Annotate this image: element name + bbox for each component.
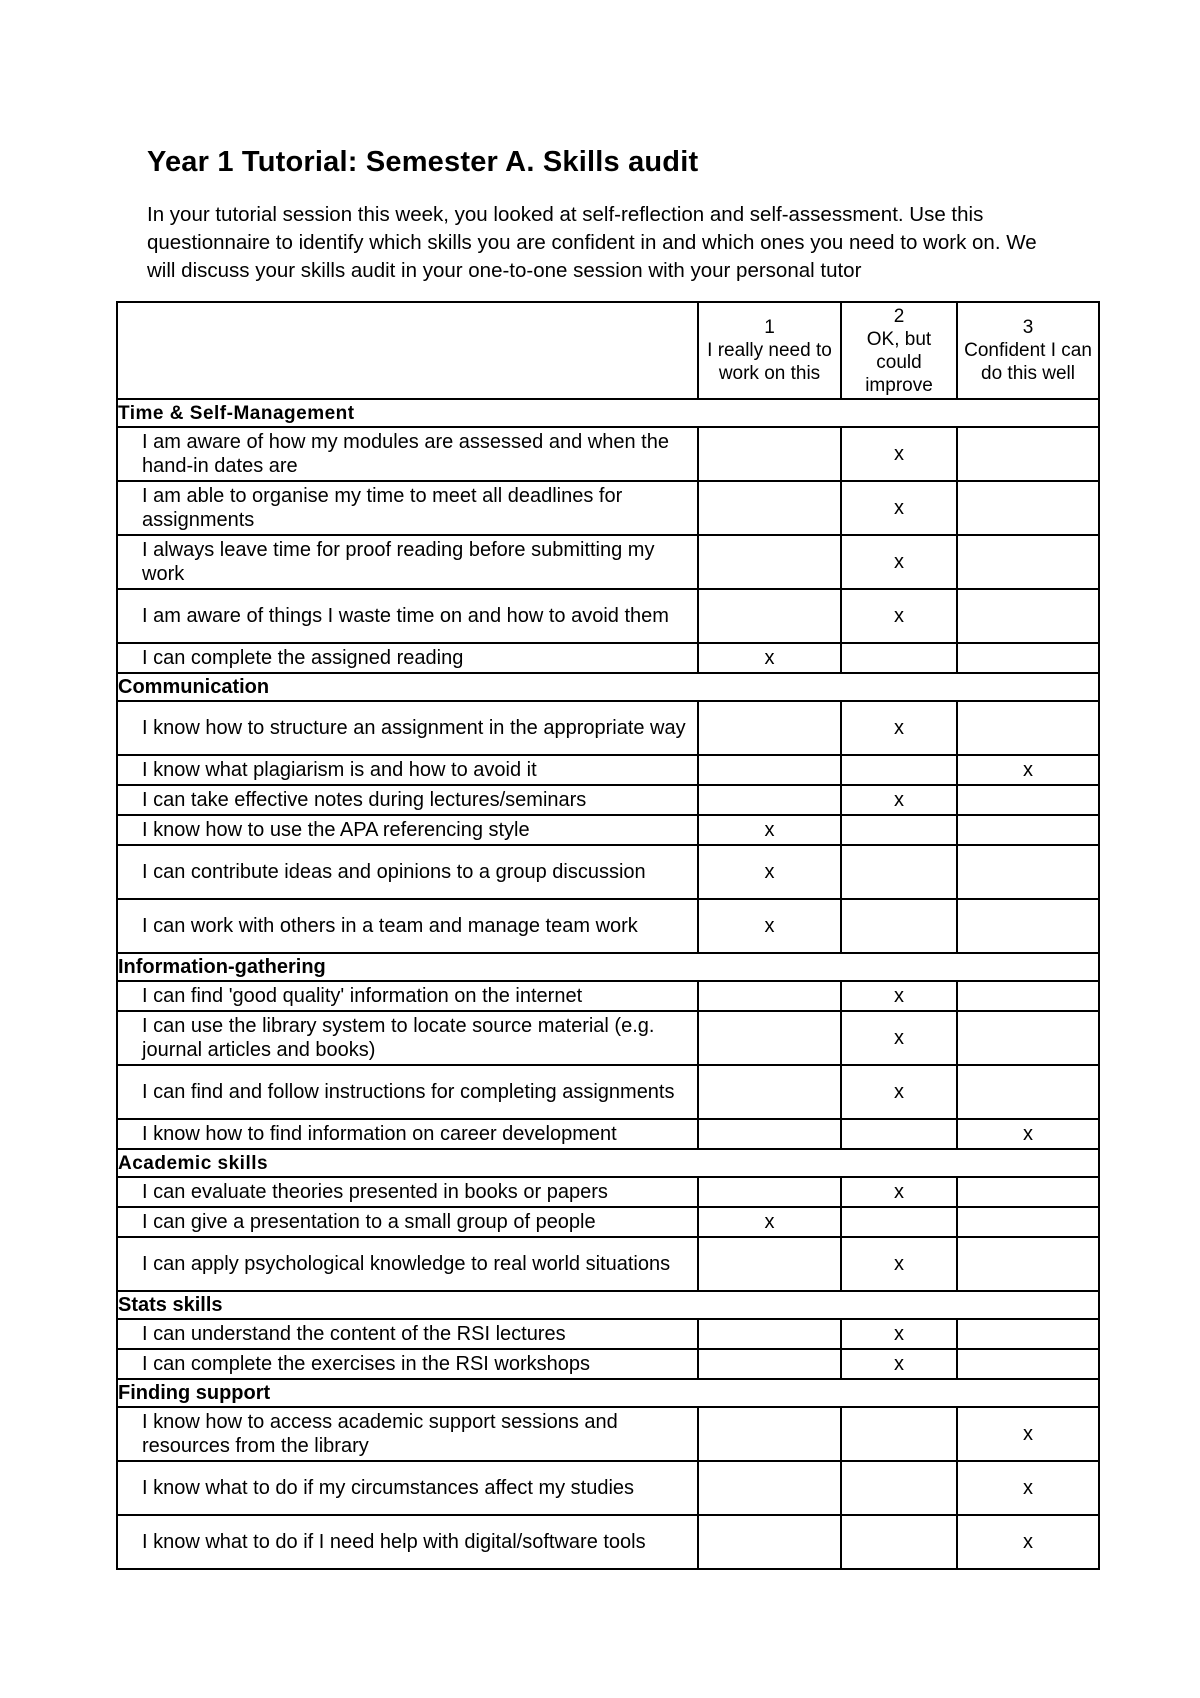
- column-label: OK, but could improve: [865, 328, 933, 396]
- rating-mark: x: [764, 819, 775, 841]
- rating-cell-3: [957, 1177, 1099, 1207]
- rating-cell-2: [841, 755, 957, 785]
- table-row: [117, 1319, 1099, 1349]
- skill-statement: I know how to structure an assignment in the appropriate way: [117, 701, 698, 755]
- rating-cell-1: [698, 1319, 841, 1349]
- rating-cell-2: [841, 1065, 957, 1119]
- column-header-3: [957, 302, 1099, 399]
- rating-cell-3: [957, 535, 1099, 589]
- rating-cell-2: [841, 1119, 957, 1149]
- page-title: Year 1 Tutorial: Semester A. Skills audit: [147, 146, 699, 178]
- rating-mark: x: [894, 1181, 904, 1203]
- column-header-2: [841, 302, 957, 399]
- table-row: [117, 899, 1099, 953]
- rating-mark: x: [1023, 759, 1033, 781]
- table-row: [117, 1011, 1099, 1065]
- rating-cell-3: [957, 1207, 1099, 1237]
- section-title: Information-gathering: [117, 953, 1099, 981]
- skill-statement: I know how to find information on career development: [117, 1119, 698, 1149]
- rating-cell-1: [698, 1515, 841, 1569]
- skill-statement: I can evaluate theories presented in books or papers: [117, 1177, 698, 1207]
- skill-statement: I can understand the content of the RSI lectures: [117, 1319, 698, 1349]
- rating-cell-2: [841, 1011, 957, 1065]
- rating-cell-2: [841, 589, 957, 643]
- rating-cell-2: [841, 481, 957, 535]
- section-header-row: [117, 673, 1099, 701]
- skills-audit-table: [116, 301, 1100, 1570]
- rating-cell-3: [957, 1461, 1099, 1515]
- rating-cell-3: [957, 755, 1099, 785]
- rating-cell-2: [841, 1349, 957, 1379]
- rating-cell-3: [957, 589, 1099, 643]
- skill-statement: I know how to access academic support sessions and resources from the library: [117, 1407, 698, 1461]
- table-row: [117, 535, 1099, 589]
- rating-mark: x: [1023, 1123, 1033, 1145]
- column-number: 1: [764, 317, 775, 338]
- column-number: 2: [893, 305, 905, 327]
- rating-cell-2: [841, 701, 957, 755]
- table-row: [117, 981, 1099, 1011]
- rating-mark: x: [894, 789, 904, 811]
- rating-cell-1: [698, 1065, 841, 1119]
- table-row: [117, 1237, 1099, 1291]
- rating-cell-1: [698, 981, 841, 1011]
- rating-mark: x: [894, 1353, 904, 1375]
- table-row: [117, 1119, 1099, 1149]
- section-title: Time & Self-Management: [117, 399, 1099, 427]
- rating-cell-1: [698, 481, 841, 535]
- section-header-row: [117, 399, 1099, 427]
- section-title: Communication: [117, 673, 1099, 701]
- skill-statement: I know what to do if I need help with digital/software tools: [117, 1515, 698, 1569]
- table-row: [117, 755, 1099, 785]
- skill-statement: I always leave time for proof reading before submitting my work: [117, 535, 698, 589]
- skill-statement: I can find 'good quality' information on the internet: [117, 981, 698, 1011]
- rating-mark: x: [894, 1323, 904, 1345]
- rating-cell-2: [841, 643, 957, 673]
- rating-cell-3: [957, 1237, 1099, 1291]
- rating-cell-2: [841, 427, 957, 481]
- skill-statement: I can use the library system to locate source material (e.g. journal articles and books): [117, 1011, 698, 1065]
- rating-cell-1: [698, 1461, 841, 1515]
- skill-statement: I can take effective notes during lectures/seminars: [117, 785, 698, 815]
- skill-statement: I am able to organise my time to meet all deadlines for assignments: [117, 481, 698, 535]
- rating-cell-1: [698, 535, 841, 589]
- rating-cell-3: [957, 815, 1099, 845]
- rating-cell-3: [957, 1065, 1099, 1119]
- table-row: [117, 815, 1099, 845]
- table-row: [117, 785, 1099, 815]
- rating-mark: x: [894, 605, 904, 627]
- section-header-row: [117, 1379, 1099, 1407]
- rating-cell-3: [957, 701, 1099, 755]
- rating-mark: x: [1023, 1531, 1033, 1553]
- table-row: [117, 1461, 1099, 1515]
- rating-mark: x: [1023, 1423, 1033, 1445]
- rating-cell-3: [957, 1349, 1099, 1379]
- table-row: [117, 1065, 1099, 1119]
- rating-cell-1: [698, 1407, 841, 1461]
- rating-cell-2: [841, 981, 957, 1011]
- rating-mark: x: [894, 1253, 904, 1275]
- rating-mark: x: [764, 1211, 775, 1233]
- skill-column-header: [117, 302, 698, 399]
- rating-cell-1: [698, 845, 841, 899]
- rating-cell-1: [698, 1119, 841, 1149]
- rating-cell-2: [841, 1515, 957, 1569]
- rating-cell-1: [698, 1349, 841, 1379]
- table-row: [117, 845, 1099, 899]
- table-row: [117, 1177, 1099, 1207]
- column-header-1: [698, 302, 841, 399]
- rating-cell-2: [841, 899, 957, 953]
- rating-cell-2: [841, 535, 957, 589]
- skill-statement: I can find and follow instructions for completing assignments: [117, 1065, 698, 1119]
- rating-cell-3: [957, 899, 1099, 953]
- rating-mark: x: [894, 985, 904, 1007]
- rating-cell-1: [698, 427, 841, 481]
- rating-cell-3: [957, 981, 1099, 1011]
- rating-mark: x: [894, 497, 904, 519]
- skill-statement: I can work with others in a team and manage team work: [117, 899, 698, 953]
- rating-cell-1: [698, 1011, 841, 1065]
- skill-statement: I can complete the exercises in the RSI workshops: [117, 1349, 698, 1379]
- rating-mark: x: [894, 551, 904, 573]
- rating-cell-3: [957, 1119, 1099, 1149]
- rating-mark: x: [894, 1027, 904, 1049]
- rating-mark: x: [894, 443, 904, 465]
- rating-cell-1: [698, 785, 841, 815]
- skill-statement: I know how to use the APA referencing style: [117, 815, 698, 845]
- rating-cell-3: [957, 1407, 1099, 1461]
- skill-statement: I know what plagiarism is and how to avoid it: [117, 755, 698, 785]
- skill-statement: I am aware of things I waste time on and how to avoid them: [117, 589, 698, 643]
- skill-statement: I can complete the assigned reading: [117, 643, 698, 673]
- rating-cell-2: [841, 1207, 957, 1237]
- section-header-row: [117, 1291, 1099, 1319]
- intro-paragraph: In your tutorial session this week, you looked at self-reflection and self-assessment. Use this questionnaire to identify which skills you are confident in and which ones you need to work on. We will discuss your skills audit in your one-to-one session with your personal tutor: [147, 203, 1037, 282]
- section-header-row: [117, 953, 1099, 981]
- rating-mark: x: [894, 1081, 904, 1103]
- skill-statement: I can contribute ideas and opinions to a group discussion: [117, 845, 698, 899]
- rating-cell-2: [841, 1177, 957, 1207]
- rating-cell-1: [698, 701, 841, 755]
- rating-mark: x: [764, 915, 775, 937]
- rating-cell-3: [957, 643, 1099, 673]
- rating-cell-1: [698, 755, 841, 785]
- rating-cell-3: [957, 481, 1099, 535]
- rating-cell-3: [957, 1515, 1099, 1569]
- rating-cell-2: [841, 1407, 957, 1461]
- table-row: [117, 1207, 1099, 1237]
- section-title: Finding support: [117, 1379, 1099, 1407]
- rating-cell-3: [957, 427, 1099, 481]
- rating-cell-2: [841, 785, 957, 815]
- rating-cell-1: [698, 1207, 841, 1237]
- table-row: [117, 701, 1099, 755]
- rating-mark: x: [764, 861, 775, 883]
- rating-cell-3: [957, 1011, 1099, 1065]
- skill-statement: I know what to do if my circumstances affect my studies: [117, 1461, 698, 1515]
- table-row: [117, 643, 1099, 673]
- section-title: Academic skills: [117, 1149, 1099, 1177]
- column-label: Confident I can do this well: [964, 340, 1092, 384]
- table-row: [117, 481, 1099, 535]
- rating-cell-2: [841, 1461, 957, 1515]
- table-row: [117, 1349, 1099, 1379]
- rating-cell-2: [841, 1237, 957, 1291]
- skill-statement: I can apply psychological knowledge to real world situations: [117, 1237, 698, 1291]
- skill-statement: I am aware of how my modules are assessed and when the hand-in dates are: [117, 427, 698, 481]
- table-row: [117, 1407, 1099, 1461]
- rating-cell-1: [698, 643, 841, 673]
- table-row: [117, 427, 1099, 481]
- rating-cell-2: [841, 815, 957, 845]
- rating-mark: x: [894, 717, 904, 739]
- rating-cell-1: [698, 1177, 841, 1207]
- rating-cell-3: [957, 845, 1099, 899]
- rating-cell-3: [957, 1319, 1099, 1349]
- rating-cell-1: [698, 815, 841, 845]
- rating-cell-1: [698, 589, 841, 643]
- column-label: I really need to work on this: [707, 340, 832, 384]
- section-header-row: [117, 1149, 1099, 1177]
- table-body: [117, 399, 1099, 1569]
- rating-cell-1: [698, 1237, 841, 1291]
- table-header-row: [117, 302, 1099, 399]
- rating-mark: x: [764, 647, 775, 669]
- rating-cell-1: [698, 899, 841, 953]
- rating-cell-2: [841, 845, 957, 899]
- section-title: Stats skills: [117, 1291, 1099, 1319]
- rating-cell-2: [841, 1319, 957, 1349]
- table-row: [117, 1515, 1099, 1569]
- rating-cell-3: [957, 785, 1099, 815]
- table-row: [117, 589, 1099, 643]
- column-number: 3: [1022, 317, 1034, 338]
- rating-mark: x: [1023, 1477, 1033, 1499]
- skill-statement: I can give a presentation to a small group of people: [117, 1207, 698, 1237]
